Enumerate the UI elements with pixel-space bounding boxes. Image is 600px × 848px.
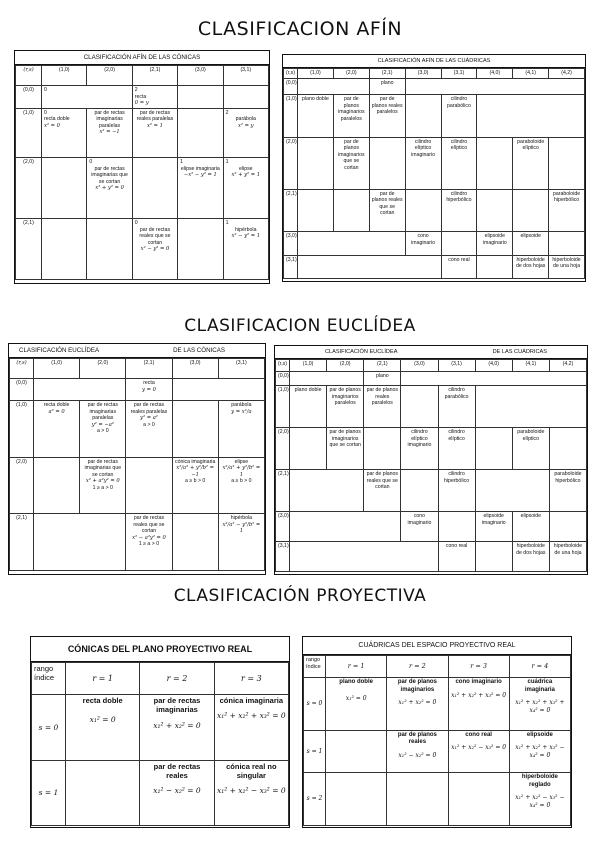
caption-right: DE LAS CÓNICAS	[173, 347, 225, 354]
cell: recta doble a² = 0	[34, 401, 80, 458]
cell	[477, 255, 513, 278]
cell	[126, 457, 172, 514]
cell	[34, 457, 80, 514]
cell: elipsoide	[513, 232, 549, 255]
cell	[364, 428, 401, 470]
cell	[549, 512, 586, 542]
cell: elipsoide x₁² + x₂² + x₃² − x₄² = 0	[509, 730, 570, 772]
row-header: s = 1	[304, 730, 326, 772]
col-header: (1,0)	[298, 69, 334, 79]
cell: par de planos reales x₁² − x₂² = 0	[387, 730, 448, 772]
cell: par de planos reales paralelos	[364, 386, 401, 428]
cell: cilindro hiperbólico	[438, 470, 475, 512]
row-header: (2,1)	[16, 219, 42, 280]
col-header: (3,0)	[172, 359, 218, 379]
cell: elipse x²/a² + y²/b² = 1 a ≥ b > 0	[218, 457, 264, 514]
cell: cónica imaginaria x²/a² + y²/b² = −1 a ≥ b > 0	[172, 457, 218, 514]
col-header: (2,0)	[333, 69, 369, 79]
cell: cilindro parabólico	[438, 386, 475, 428]
cell: cono real	[441, 255, 477, 278]
row-header: (0,0)	[284, 79, 298, 95]
row-header: (2,0)	[16, 158, 42, 219]
cell: recta y = 0	[126, 379, 172, 401]
cell: par de planos imaginarios paralelos	[327, 386, 364, 428]
cell: par de rectas imaginarias que se cortan x² + a²y² = 0 1 ≥ a > 0	[80, 457, 126, 514]
cell: par de planos reales paralelos	[369, 95, 405, 138]
row-header: (2,0)	[276, 428, 290, 470]
title-afin: CLASIFICACION AFÍN	[197, 18, 403, 40]
col-header: r = 4	[509, 656, 570, 678]
cell: par de rectas reales que se cortan x² − a²y² = 0 1 ≥ a > 0	[126, 514, 172, 571]
cell: hiperboloide de dos hojas	[512, 542, 549, 572]
cell: cilindro elíptico imaginario	[405, 137, 441, 189]
row-header: (1,0)	[276, 386, 290, 428]
cell	[401, 470, 438, 512]
cell	[405, 79, 584, 95]
cell: par de rectas reales x₁² − x₂² = 0	[140, 760, 214, 826]
cell: par de planos reales que se cortan	[369, 189, 405, 232]
col-header: (3,0)	[401, 360, 438, 372]
cell	[42, 158, 87, 219]
cell: hipérbola x²/a² − y²/b² = 1	[218, 514, 264, 571]
col-header: (1,0)	[290, 360, 327, 372]
cell	[290, 470, 364, 512]
cell: par de rectas reales paralelas x² = 1	[132, 108, 177, 158]
cell	[477, 95, 585, 138]
cell	[438, 512, 475, 542]
cell: plano doble	[298, 95, 334, 138]
cell: par de planos imaginarios que se cortan	[327, 428, 364, 470]
row-header: (3,0)	[284, 232, 298, 255]
cell: hiperboloide reglado x₁² + x₂² − x₃² − x₄² = 0	[509, 773, 570, 826]
cell	[405, 95, 441, 138]
cell: plano doble	[290, 386, 327, 428]
col-header: (3,1)	[441, 69, 477, 79]
cell: par de planos imaginarios que se cortan	[333, 137, 369, 189]
cell	[290, 542, 439, 572]
row-header: (0,0)	[10, 379, 34, 401]
row-header: (3,1)	[284, 255, 298, 278]
corner-cell: (r,s)	[10, 359, 34, 379]
cell: 1 elipse x² + y² = 1	[223, 158, 268, 219]
cell	[475, 470, 549, 512]
caption-right: DE LAS CUÁDRICAS	[492, 349, 547, 355]
cell: elipsoide imaginario	[477, 232, 513, 255]
title-proyectiva: CLASIFICACIÓN PROYECTIVA	[173, 586, 427, 606]
cell: cono imaginario x₁² + x₂² + x₃² = 0	[448, 678, 509, 731]
cell: recta doble x₁² = 0	[66, 695, 140, 761]
col-header: r = 2	[140, 663, 214, 695]
cell	[298, 232, 406, 255]
table-afin-conicas	[14, 50, 270, 284]
col-header: (3,1)	[438, 360, 475, 372]
cell	[475, 542, 512, 572]
cell	[513, 189, 549, 232]
cell	[369, 137, 405, 189]
row-header: (2,0)	[284, 137, 298, 189]
col-header: (4,0)	[475, 360, 512, 372]
cell	[326, 730, 387, 772]
row-header: (1,0)	[284, 95, 298, 138]
cell	[66, 760, 140, 826]
col-header: (4,1)	[513, 69, 549, 79]
cell: par de rectas reales paralelas y² = a² a > 0	[126, 401, 172, 458]
row-header: s = 2	[304, 773, 326, 826]
cell	[298, 255, 442, 278]
caption-afin-cuadricas: CLASIFICACIÓN AFÍN DE LAS CUÁDRICAS	[283, 55, 585, 68]
title-euclidea: CLASIFICACION EUCLÍDEA	[184, 316, 416, 336]
row-header: (0,0)	[16, 86, 42, 109]
cell: paraboloide elíptico	[513, 137, 549, 189]
cell: 0 recta doble x² = 0	[42, 108, 87, 158]
cell: 1 elipse imaginaria −x² − y² = 1	[178, 158, 223, 219]
cell: elipsoide imaginario	[475, 512, 512, 542]
cell: plano	[369, 79, 405, 95]
cell: cono real x₁² + x₂² − x₃² = 0	[448, 730, 509, 772]
cell	[401, 372, 587, 386]
caption-euclidea-cuadricas	[275, 346, 587, 359]
cell	[405, 189, 441, 232]
cell	[172, 379, 264, 401]
cell	[326, 773, 387, 826]
cell	[333, 189, 369, 232]
cell: parábola y = x²/a	[218, 401, 264, 458]
cell: cuádrica imaginaria x₁² + x₂² + x₃² + x₄² = 0	[509, 678, 570, 731]
row-header: (2,0)	[10, 457, 34, 514]
corner-cell: rango índice	[304, 656, 326, 678]
cell: cilindro elíptico imaginario	[401, 428, 438, 470]
cell	[172, 514, 218, 571]
cell	[477, 137, 513, 189]
cell: par de rectas imaginarias paralelas x² = −1	[87, 108, 132, 158]
cell	[178, 219, 223, 280]
cell	[549, 232, 585, 255]
cell: paraboloide elíptico	[512, 428, 549, 470]
cell: elipsoide	[512, 512, 549, 542]
corner-cell: rango índice	[32, 663, 66, 695]
row-header: (3,1)	[276, 542, 290, 572]
cell: par de planos imaginarios paralelos	[333, 95, 369, 138]
col-header: (4,2)	[549, 69, 585, 79]
cell: cilindro hiperbólico	[441, 189, 477, 232]
table-euclidea-cuadricas	[274, 345, 588, 575]
row-header: (2,1)	[276, 470, 290, 512]
cell	[475, 428, 512, 470]
cell: hiperboloide de dos hojas	[513, 255, 549, 278]
col-header: (4,0)	[477, 69, 513, 79]
cell	[178, 86, 223, 109]
cell	[87, 219, 132, 280]
col-header: (1,0)	[34, 359, 80, 379]
col-header: (2,1)	[126, 359, 172, 379]
caption-left: CLASIFICACIÓN EUCLÍDEA	[325, 349, 398, 355]
caption-afin-conicas: CLASIFICACIÓN AFÍN DE LAS CÓNICAS	[15, 51, 269, 65]
cell	[298, 189, 334, 232]
table-afin-cuadricas	[282, 54, 586, 282]
cell	[441, 232, 477, 255]
cell	[475, 386, 586, 428]
row-header: s = 0	[304, 678, 326, 731]
cell: 0	[42, 86, 133, 109]
cell	[549, 428, 586, 470]
cell: 0 par de rectas imaginarias que se cortan x² + y² = 0	[87, 158, 132, 219]
cell	[223, 86, 268, 109]
corner-cell: (r,s)	[16, 66, 42, 86]
cell: cono real	[438, 542, 475, 572]
col-header: r = 1	[326, 656, 387, 678]
col-header: (4,2)	[549, 360, 586, 372]
col-header: (r,s)	[276, 360, 290, 372]
col-header: (2,1)	[132, 66, 177, 86]
cell	[448, 773, 509, 826]
cell: 2 recta 0 = y	[132, 86, 177, 109]
cell: par de planos imaginarios x₁² + x₂² = 0	[387, 678, 448, 731]
cell: 1 hipérbola x² − y² = 1	[223, 219, 268, 280]
row-header: (1,0)	[16, 108, 42, 158]
cell: paraboloide hiperbólico	[549, 189, 585, 232]
cell: plano	[364, 372, 401, 386]
col-header: (2,0)	[80, 359, 126, 379]
caption-left: CLASIFICACIÓN EUCLÍDEA	[19, 347, 100, 354]
cell: cilindro parabólico	[441, 95, 477, 138]
cell	[290, 428, 327, 470]
cell: cono imaginario	[401, 512, 438, 542]
caption-euclidea-conicas	[9, 344, 265, 358]
cell: cono imaginario	[405, 232, 441, 255]
cell: paraboloide hiperbólico	[549, 470, 586, 512]
col-header: (1,0)	[42, 66, 87, 86]
cell: hiperboloide de una hoja	[549, 255, 585, 278]
col-header: r = 3	[214, 663, 288, 695]
col-header: (4,1)	[512, 360, 549, 372]
table-euclidea-conicas	[8, 343, 266, 575]
table-proyectiva-conicas	[30, 636, 290, 828]
cell	[387, 773, 448, 826]
col-header: (3,1)	[218, 359, 264, 379]
col-header: (3,0)	[405, 69, 441, 79]
caption-proyectiva-cuadricas: CUÁDRICAS DEL ESPACIO PROYECTIVO REAL	[303, 637, 571, 655]
row-header: (2,1)	[284, 189, 298, 232]
cell: cónica imaginaria x₁² + x₂² + x₃² = 0	[214, 695, 288, 761]
col-header: (2,1)	[364, 360, 401, 372]
col-header: (2,0)	[87, 66, 132, 86]
col-header: (3,1)	[223, 66, 268, 86]
cell: cilindro elíptico	[441, 137, 477, 189]
cell	[549, 137, 585, 189]
col-header: (2,1)	[369, 69, 405, 79]
cell	[298, 79, 370, 95]
row-header: (3,0)	[276, 512, 290, 542]
cell	[172, 401, 218, 458]
col-header: r = 1	[66, 663, 140, 695]
cell	[298, 137, 334, 189]
cell: cónica real no singular x₁² + x₂² − x₃² = 0	[214, 760, 288, 826]
col-header: (r,s)	[284, 69, 298, 79]
cell	[34, 514, 126, 571]
cell	[132, 158, 177, 219]
row-header: (2,1)	[10, 514, 34, 571]
row-header: (0,0)	[276, 372, 290, 386]
row-header: (1,0)	[10, 401, 34, 458]
cell: 0 par de rectas reales que se cortan x² − y² = 0	[132, 219, 177, 280]
col-header: r = 3	[448, 656, 509, 678]
caption-proyectiva-conicas: CÓNICAS DEL PLANO PROYECTIVO REAL	[31, 637, 289, 662]
row-header: s = 1	[32, 760, 66, 826]
cell	[401, 386, 438, 428]
col-header: (2,0)	[327, 360, 364, 372]
cell: 2 parábola x² = y	[223, 108, 268, 158]
col-header: r = 2	[387, 656, 448, 678]
cell: par de planos reales que se cortan	[364, 470, 401, 512]
cell: hiperboloide de una hoja	[549, 542, 586, 572]
table-proyectiva-cuadricas	[302, 636, 572, 828]
cell	[477, 189, 513, 232]
cell	[290, 512, 401, 542]
cell	[178, 108, 223, 158]
row-header: s = 0	[32, 695, 66, 761]
cell: cilindro elíptico	[438, 428, 475, 470]
cell	[290, 372, 364, 386]
cell: par de rectas imaginarias paralelas y² = −a² a > 0	[80, 401, 126, 458]
cell: plano doble x₁² = 0	[326, 678, 387, 731]
cell: par de rectas imaginarias x₁² + x₂² = 0	[140, 695, 214, 761]
col-header: (3,0)	[178, 66, 223, 86]
cell	[34, 379, 126, 401]
cell	[42, 219, 87, 280]
